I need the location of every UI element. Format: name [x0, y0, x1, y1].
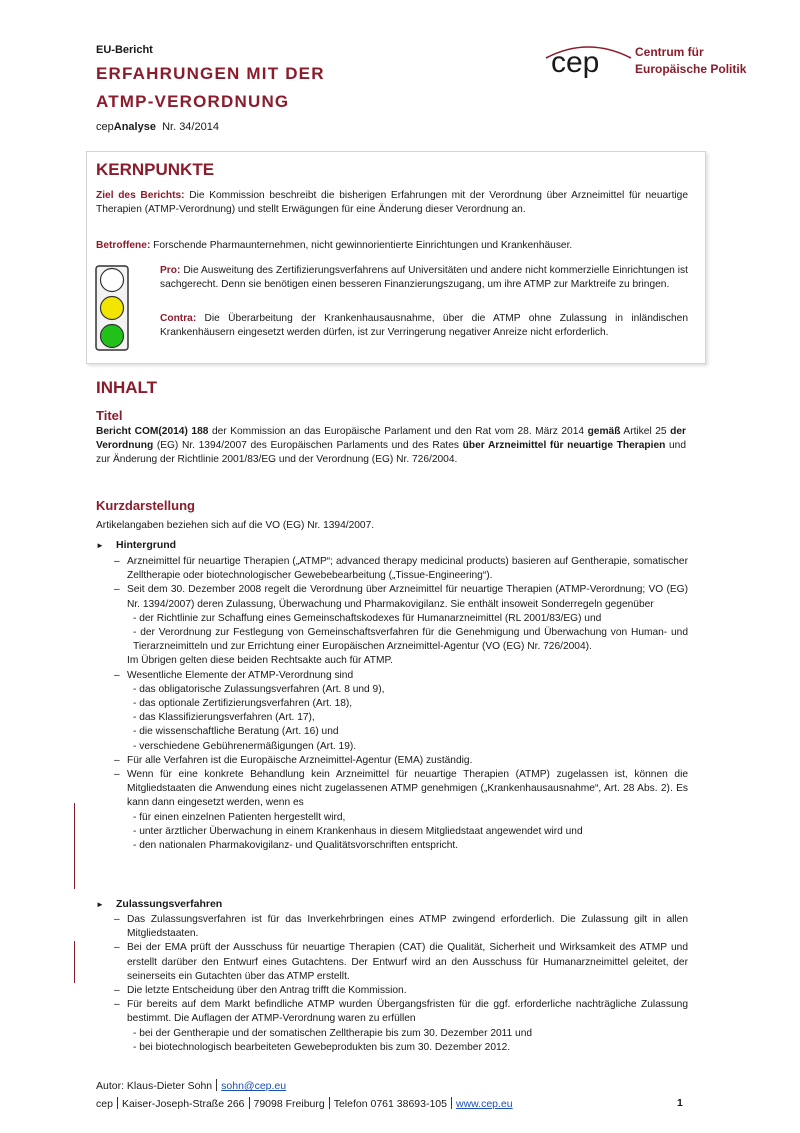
- sub-item: - bei der Gentherapie und der somatischen Zelltherapie bis zum 30. Dezember 2011 und: [133, 1027, 533, 1039]
- titel-part: Bericht COM(2014) 188: [96, 426, 209, 437]
- page-title-line-1: ERFAHRUNGEN MIT DER: [96, 64, 325, 83]
- hintergrund-list: [114, 555, 688, 853]
- sub-item: - bei biotechnologisch bearbeiteten Gewebeprodukten bis zum 30. Dezember 2012.: [133, 1041, 511, 1053]
- titel-part: und zur Änderung der Richtlinie 2001/83/EG und der Verordnung (EG) Nr. 726/2004.: [96, 440, 686, 466]
- org-name: cep: [96, 1098, 113, 1110]
- contra-paragraph: [160, 312, 688, 340]
- list-item: [114, 998, 688, 1026]
- titel-part: über Arzneimittel für neuartige Therapien: [462, 440, 666, 452]
- ziel-text: Die Kommission beschreibt die bisherigen Erfahrungen mit der Verordnung über Arzneimittel für neuartige Therapien (ATMP-Verordnung) und stellt Erwägungen für eine Änderung dieser Verordnung an.: [96, 190, 688, 216]
- hintergrund-label: Hintergrund: [116, 539, 177, 551]
- triangle-bullet-icon: ►: [96, 541, 104, 550]
- logo-wordmark: [635, 44, 746, 78]
- pro-paragraph: [160, 264, 688, 292]
- zulassung-list: [114, 913, 688, 1055]
- light-green: [101, 325, 124, 348]
- website-link[interactable]: www.cep.eu: [455, 1098, 513, 1110]
- sub-item: - den nationalen Pharmakovigilanz- und Qualitätsvorschriften entspricht.: [133, 840, 459, 852]
- light-yellow: [101, 297, 124, 320]
- author-line: [96, 1079, 286, 1092]
- titel-part: der Kommission an das Europäische Parlament und den Rat vom 28. März 2014: [208, 426, 588, 437]
- analysis-number: [96, 121, 219, 133]
- sub-item: - die wissenschaftliche Beratung (Art. 16) und: [133, 726, 339, 738]
- titel-part: gemäß: [587, 426, 621, 437]
- titel-part: der Verordnung: [96, 426, 686, 452]
- dash-bullet-icon: –: [114, 754, 120, 766]
- inhalt-heading: INHALT: [96, 378, 158, 397]
- zulassung-heading: [96, 898, 222, 910]
- kurzdarstellung-heading: Kurzdarstellung: [96, 498, 195, 513]
- author-name: Autor: Klaus-Dieter Sohn: [96, 1080, 213, 1092]
- list-item-text: Seit dem 30. Dezember 2008 regelt die Verordnung über Arzneimittel für neuartige Therapien (ATMP-Verordnung; VO (EG) Nr. 1394/2007) deren Zulassung, Überwachung und Pharmakovigilanz. Sie enthält insoweit Sonderregeln gegenüber: [127, 584, 688, 610]
- light-red: [101, 269, 124, 292]
- list-item-text: Für bereits auf dem Markt befindliche ATMP wurden Übergangsfristen für die ggf. erforderliche nachträgliche Zulassung bestimmt. Die Auflagen der ATMP-Verordnung waren zu erfüllen: [127, 999, 688, 1025]
- betroffene-text: Forschende Pharmaunternehmen, nicht gewinnorientierte Einrichtungen und Krankenhäuser.: [150, 240, 573, 251]
- analysis-bold: Analyse: [113, 121, 156, 133]
- sub-item: - der Verordnung zur Festlegung von Gemeinschaftsverfahren für die Genehmigung und Überwachung von Human- und Tierarzneimitteln und zur Errichtung einer Europäischen Arzneimittel-Agentur (VO (EG) Nr. 726/2004).: [133, 627, 688, 653]
- titel-part: Artikel 25: [620, 426, 671, 437]
- logo-name-line-1: Centrum für: [635, 45, 704, 59]
- page-number: 1: [677, 1097, 683, 1109]
- titel-paragraph: [96, 425, 686, 468]
- dash-bullet-icon: –: [114, 556, 120, 567]
- list-item-text: Arzneimittel für neuartige Therapien („ATMP“; advanced therapy medicinal products) basieren auf Gentherapie, somatischer Zelltherapie oder biotechnologischer Gewebebearbeitung („Tissue-Engineering“).: [127, 556, 688, 582]
- zulassung-label: Zulassungsverfahren: [116, 898, 223, 910]
- list-item-text: Das Zulassungsverfahren ist für das Inverkehrbringen eines ATMP zwingend erforderlich. Die Zulassung gilt in allen Mitgliedstaaten.: [127, 914, 688, 940]
- list-item-text: Wenn für eine konkrete Behandlung kein Arzneimittel für neuartige Therapien (ATMP) zugelassen ist, können die Mitgliedstaaten die Anwendung eines nicht zugelassenen ATMP genehmigen („Krankenhausausnahme“, Art. 28 Abs. 2). Es kann dann eingesetzt werden, wenn es: [127, 769, 688, 809]
- pro-label: Pro:: [160, 265, 181, 276]
- list-item: [114, 583, 688, 611]
- dash-bullet-icon: –: [114, 769, 120, 781]
- list-item-text: Die letzte Entscheidung über den Antrag trifft die Kommission.: [127, 985, 407, 997]
- list-item: [114, 754, 688, 768]
- pro-text: Die Ausweitung des Zertifizierungsverfahrens auf Universitäten und andere nicht kommerzielle Einrichtungen ist sachgerecht. Denn sie benötigen einen besseren Finanzierungszugang, um ihre ATMP zur Marktreife zu bringen.: [160, 265, 688, 291]
- page-title-line-2: ATMP-VERORDNUNG: [96, 92, 290, 111]
- sub-item: Im Übrigen gelten diese beiden Rechtsakte auch für ATMP.: [127, 655, 393, 667]
- ziel-label: Ziel des Berichts:: [96, 190, 185, 201]
- dash-bullet-icon: –: [114, 999, 120, 1011]
- traffic-light-icon: [95, 265, 129, 351]
- dash-bullet-icon: –: [114, 942, 120, 954]
- sub-item: - das optionale Zertifizierungsverfahren (Art. 18),: [133, 698, 353, 710]
- list-item: [114, 941, 688, 984]
- analysis-nr: Nr. 34/2014: [162, 121, 219, 133]
- triangle-bullet-icon: ►: [96, 900, 104, 909]
- betroffene-paragraph: [96, 239, 688, 253]
- dash-bullet-icon: –: [114, 584, 120, 596]
- street: Kaiser-Joseph-Straße 266: [121, 1098, 245, 1110]
- contra-text: Die Überarbeitung der Krankenhausausnahme, über die ATMP ohne Zulassung in inländischen Krankenhäusern eingesetzt werden dürfen, ist zur Verringerung negativer Anreize nicht erforderlich.: [160, 313, 688, 339]
- kernpunkte-heading: KERNPUNKTE: [96, 160, 215, 179]
- titel-part: (EG) Nr. 1394/2007 des Europäischen Parlaments und des Rates: [153, 440, 463, 452]
- report-type-label: EU-Bericht: [96, 44, 153, 56]
- sub-item: - für einen einzelnen Patienten hergestellt wird,: [133, 811, 346, 823]
- article-note: Artikelangaben beziehen sich auf die VO (EG) Nr. 1394/2007.: [96, 520, 375, 531]
- dash-bullet-icon: –: [114, 985, 120, 997]
- list-item-text: Wesentliche Elemente der ATMP-Verordnung sind: [127, 669, 354, 681]
- hintergrund-heading: [96, 539, 176, 551]
- author-email-link[interactable]: sohn@cep.eu: [221, 1080, 287, 1092]
- sub-item: - der Richtlinie zur Schaffung eines Gemeinschaftskodexes für Humanarzneimittel (RL 2001/83/EG) und: [133, 612, 602, 624]
- analysis-prefix: cep: [96, 121, 114, 133]
- address-line: [96, 1097, 513, 1110]
- list-item-text: Für alle Verfahren ist die Europäische Arzneimittel-Agentur (EMA) zuständig.: [127, 754, 473, 766]
- change-marker-bar: [74, 803, 75, 889]
- list-item-text: Bei der EMA prüft der Ausschuss für neuartige Therapien (CAT) die Qualität, Sicherheit und Wirksamkeit des ATMP und erstellt darüber den Entwurf eines Gutachtens. Der Entwurf wird an den Ausschuss für Humanarzneimittel geleitet, der seinerseits ein Gutachten über das ATMP erstellt.: [127, 942, 688, 982]
- list-item: [114, 669, 688, 683]
- titel-heading: Titel: [96, 408, 123, 423]
- list-item: [114, 913, 688, 941]
- phone: Telefon 0761 38693-105: [333, 1098, 447, 1110]
- logo-name-line-2: Europäische Politik: [635, 62, 747, 76]
- sub-item: - das Klassifizierungsverfahren (Art. 17),: [133, 712, 315, 724]
- sub-item: - das obligatorische Zulassungsverfahren (Art. 8 und 9),: [133, 683, 385, 695]
- dash-bullet-icon: –: [114, 669, 120, 681]
- list-item: [114, 984, 688, 998]
- ziel-paragraph: [96, 189, 688, 217]
- list-item: [114, 555, 688, 583]
- change-marker-bar: [74, 941, 75, 983]
- sub-item: - verschiedene Gebührenermäßigungen (Art. 19).: [133, 740, 357, 752]
- contra-label: Contra:: [160, 313, 197, 324]
- sub-item: - unter ärztlicher Überwachung in einem Krankenhaus in diesem Mitgliedstaat angewendet wird und: [133, 825, 583, 837]
- list-item: [114, 768, 688, 811]
- logo-mark: cep: [551, 46, 600, 79]
- dash-bullet-icon: –: [114, 914, 120, 925]
- city: 79098 Freiburg: [253, 1098, 325, 1110]
- betroffene-label: Betroffene:: [96, 240, 151, 251]
